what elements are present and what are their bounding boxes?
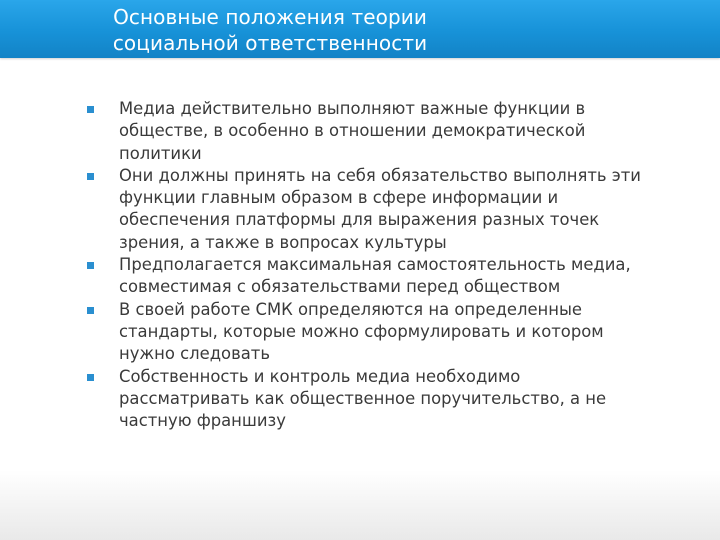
bullet-item xyxy=(86,98,646,165)
bullet-list xyxy=(86,98,646,432)
bullet-text: Собственность и контроль медиа необходимо рассматривать как общественное поручительство, а не частную франшизу xyxy=(119,366,607,431)
bullet-item xyxy=(86,254,646,299)
bullet-item xyxy=(86,165,646,254)
square-bullet-icon xyxy=(87,374,94,381)
bullet-text: Медиа действительно выполняют важные функции в обществе, в особенно в отношении демократической политики xyxy=(119,99,586,163)
square-bullet-icon xyxy=(87,307,94,314)
bullet-text: В своей работе СМК определяются на определенные стандарты, которые можно сформулировать и котором нужно следовать xyxy=(119,299,604,364)
square-bullet-icon xyxy=(87,173,94,180)
bullet-text: Предполагается максимальная самостоятельность медиа, совместимая с обязательствами перед обществом xyxy=(119,255,631,297)
bullet-item xyxy=(86,299,646,366)
title-bar xyxy=(0,0,720,58)
square-bullet-icon xyxy=(87,106,94,113)
bullet-item xyxy=(86,366,646,433)
slide-title: Основные положения теории социальной ответственности xyxy=(112,5,428,55)
square-bullet-icon xyxy=(87,262,94,269)
bullet-text: Они должны принять на себя обязательство выполнять эти функции главным образом в сфере информации и обеспечения платформы для выражения разных точек зрения, а также в вопросах культуры xyxy=(119,165,641,252)
